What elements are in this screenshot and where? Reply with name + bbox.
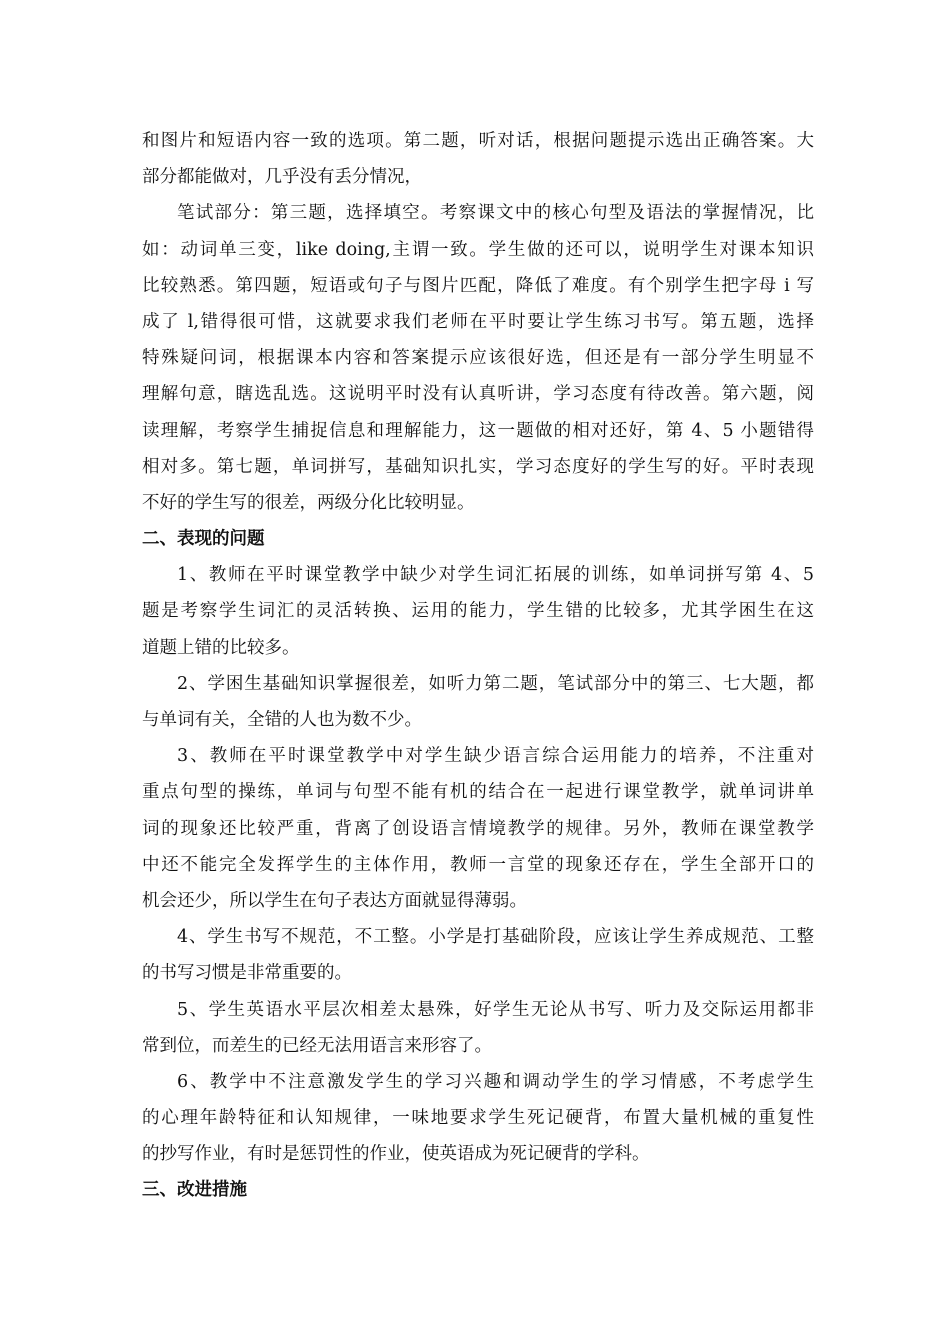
- text-line: 4、学生书写不规范，不工整。小学是打基础阶段，应该让学生养成规范、工整: [177, 927, 814, 948]
- text-line: 的书写习惯是非常重要的。: [142, 963, 352, 984]
- text-line: 道题上错的比较多。: [142, 637, 300, 658]
- document-body: [142, 123, 814, 1209]
- text-line: 重点句型的操练，单词与句型不能有机的结合在一起进行课堂教学，就单词讲单: [142, 782, 814, 803]
- text-line: 3、教师在平时课堂教学中对学生缺少语言综合运用能力的培养，不注重对: [177, 746, 814, 767]
- section-heading-improvements: 三、改进措施: [142, 1180, 247, 1201]
- text-line: 笔试部分：第三题，选择填空。考察课文中的核心句型及语法的掌握情况，比: [177, 203, 814, 224]
- text-line: 与单词有关，全错的人也为数不少。: [142, 710, 422, 730]
- list-item-problem-1: [142, 557, 814, 666]
- text-line: 相对多。第七题，单词拼写，基础知识扎实，学习态度好的学生写的好。平时表现: [142, 456, 814, 477]
- text-line: 部分都能做对，几乎没有丢分情况，: [142, 167, 422, 188]
- text-line: 的心理年龄特征和认知规律，一味地要求学生死记硬背，布置大量机械的重复性: [142, 1108, 814, 1129]
- text-line: 比较熟悉。第四题，短语或句子与图片匹配，降低了难度。有个别学生把字母 i 写: [142, 275, 814, 296]
- text-line: 特殊疑问词，根据课本内容和答案提示应该很好选，但还是有一部分学生明显不: [142, 348, 814, 369]
- text-line: 成了 l,错得很可惜，这就要求我们老师在平时要让学生练习书写。第五题，选择: [142, 311, 814, 332]
- text-line: 2、学困生基础知识掌握很差，如听力第二题，笔试部分中的第三、七大题，都: [177, 673, 814, 694]
- section-heading-problems: 二、表现的问题: [142, 529, 265, 550]
- text-line: 常到位，而差生的已经无法用语言来形容了。: [142, 1035, 492, 1056]
- text-line: 不好的学生写的很差，两级分化比较明显。: [142, 492, 475, 513]
- list-item-problem-5: [142, 992, 814, 1064]
- list-item-problem-3: [142, 738, 814, 919]
- text-line: 5、学生英语水平层次相差太悬殊，好学生无论从书写、听力及交际运用都非: [177, 999, 814, 1020]
- paragraph-written-summary: [142, 195, 814, 521]
- list-item-problem-6: [142, 1064, 814, 1173]
- text-line: 和图片和短语内容一致的选项。第二题，听对话，根据问题提示选出正确答案。大: [142, 131, 814, 151]
- text-line: 的抄写作业，有时是惩罚性的作业，使英语成为死记硬背的学科。: [142, 1144, 650, 1165]
- text-line: 理解句意，瞎选乱选。这说明平时没有认真听讲，学习态度有待改善。第六题，阅: [142, 384, 814, 405]
- list-item-problem-2: [142, 666, 814, 738]
- text-line: 如：动词单三变，like doing,主谓一致。学生做的还可以，说明学生对课本知识: [142, 239, 814, 260]
- text-line: 6、教学中不注意激发学生的学习兴趣和调动学生的学习情感，不考虑学生: [177, 1071, 814, 1092]
- text-line: 读理解，考察学生捕捉信息和理解能力，这一题做的相对还好，第 4、5 小题错得: [142, 420, 814, 441]
- text-line: 中还不能完全发挥学生的主体作用，教师一言堂的现象还存在，学生全部开口的: [142, 854, 814, 875]
- text-line: 词的现象还比较严重，背离了创设语言情境教学的规律。另外，教师在课堂教学: [142, 818, 814, 839]
- paragraph-listening-summary: [142, 123, 814, 195]
- text-line: 题是考察学生词汇的灵活转换、运用的能力，学生错的比较多，尤其学困生在这: [142, 601, 814, 622]
- text-line: 机会还少，所以学生在句子表达方面就显得薄弱。: [142, 890, 527, 911]
- list-item-problem-4: [142, 919, 814, 991]
- text-line: 1、教师在平时课堂教学中缺少对学生词汇拓展的训练，如单词拼写第 4、5: [177, 565, 814, 586]
